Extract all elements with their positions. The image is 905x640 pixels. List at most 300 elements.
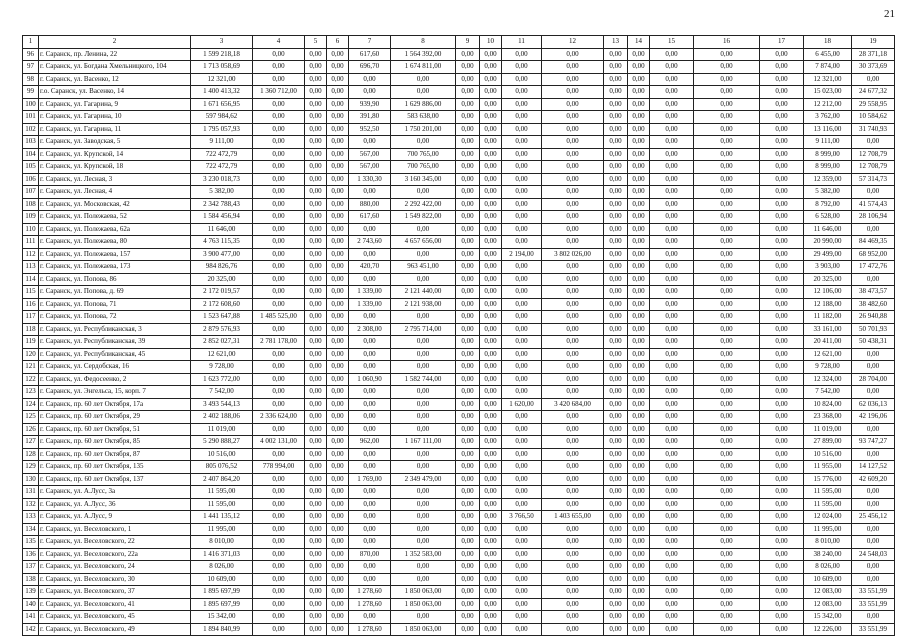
value-cell: 0,00 (327, 511, 349, 524)
value-cell: 0,00 (650, 86, 694, 99)
value-cell: 0,00 (628, 548, 650, 561)
value-cell: 0,00 (502, 586, 542, 599)
value-cell: 0,00 (502, 236, 542, 249)
value-cell: 0,00 (502, 198, 542, 211)
value-cell: 0,00 (502, 48, 542, 61)
value-cell: 0,00 (327, 248, 349, 261)
value-cell: 3 160 345,00 (391, 173, 456, 186)
value-cell: 0,00 (628, 186, 650, 199)
address-cell: г. Саранск, пр. 60 лет Октября, 29 (39, 411, 191, 424)
value-cell: 0,00 (327, 386, 349, 399)
value-cell: 0,00 (253, 73, 305, 86)
value-cell: 0,00 (650, 361, 694, 374)
value-cell: 1 582 744,00 (391, 373, 456, 386)
value-cell: 12 359,00 (804, 173, 852, 186)
row-number-cell: 104 (23, 148, 39, 161)
value-cell: 0,00 (480, 223, 502, 236)
value-cell: 0,00 (253, 573, 305, 586)
value-cell: 23 368,00 (804, 411, 852, 424)
value-cell: 0,00 (628, 73, 650, 86)
value-cell: 0,00 (305, 48, 327, 61)
table-row (23, 411, 895, 424)
value-cell: 0,00 (480, 586, 502, 599)
value-cell: 0,00 (604, 223, 628, 236)
value-cell: 12 321,00 (191, 73, 253, 86)
value-cell: 805 076,52 (191, 461, 253, 474)
value-cell: 0,00 (391, 561, 456, 574)
value-cell: 0,00 (604, 398, 628, 411)
value-cell: 26 940,88 (852, 311, 895, 324)
value-cell: 0,00 (760, 473, 804, 486)
value-cell: 0,00 (327, 611, 349, 624)
value-cell: 0,00 (542, 448, 604, 461)
value-cell: 4 657 656,00 (391, 236, 456, 249)
value-cell: 0,00 (502, 598, 542, 611)
value-cell: 0,00 (456, 361, 480, 374)
value-cell: 10 824,00 (804, 398, 852, 411)
value-cell: 0,00 (327, 436, 349, 449)
table-row (23, 286, 895, 299)
value-cell: 1 278,60 (349, 623, 391, 636)
value-cell: 0,00 (305, 161, 327, 174)
row-number-cell: 115 (23, 286, 39, 299)
table-row (23, 223, 895, 236)
value-cell: 0,00 (628, 123, 650, 136)
value-cell: 0,00 (694, 273, 760, 286)
value-cell: 0,00 (542, 48, 604, 61)
value-cell: 0,00 (542, 336, 604, 349)
table-row (23, 473, 895, 486)
value-cell: 0,00 (604, 373, 628, 386)
value-cell: 0,00 (502, 361, 542, 374)
value-cell: 0,00 (694, 611, 760, 624)
value-cell: 0,00 (604, 611, 628, 624)
value-cell: 0,00 (694, 336, 760, 349)
value-cell: 0,00 (456, 148, 480, 161)
value-cell: 0,00 (650, 236, 694, 249)
value-cell: 0,00 (650, 211, 694, 224)
value-cell: 0,00 (628, 323, 650, 336)
value-cell: 700 765,00 (391, 161, 456, 174)
value-cell: 0,00 (502, 623, 542, 636)
value-cell: 0,00 (542, 148, 604, 161)
value-cell: 0,00 (852, 536, 895, 549)
address-cell: г. Саранск, пр. 60 лет Октября, 135 (39, 461, 191, 474)
value-cell: 0,00 (349, 573, 391, 586)
value-cell: 0,00 (650, 536, 694, 549)
address-cell: г. Саранск, ул. Республиканская, 45 (39, 348, 191, 361)
value-cell: 0,00 (628, 161, 650, 174)
address-cell: г. Саранск, ул. Попова, д. 69 (39, 286, 191, 299)
value-cell: 17 472,76 (852, 261, 895, 274)
table-row (23, 311, 895, 324)
value-cell: 0,00 (305, 311, 327, 324)
value-cell: 2 781 178,00 (253, 336, 305, 349)
value-cell: 12 083,00 (804, 598, 852, 611)
value-cell: 0,00 (456, 373, 480, 386)
value-cell: 870,00 (349, 548, 391, 561)
value-cell: 1 894 840,99 (191, 623, 253, 636)
value-cell: 0,00 (349, 398, 391, 411)
value-cell: 0,00 (480, 411, 502, 424)
value-cell: 0,00 (542, 386, 604, 399)
value-cell: 0,00 (542, 573, 604, 586)
table-row (23, 173, 895, 186)
value-cell: 13 116,00 (804, 123, 852, 136)
value-cell: 0,00 (327, 273, 349, 286)
address-cell: г. Саранск, пр. 60 лет Октября, 17а (39, 398, 191, 411)
value-cell: 0,00 (391, 398, 456, 411)
value-cell: 28 106,94 (852, 211, 895, 224)
value-cell: 0,00 (542, 111, 604, 124)
value-cell: 0,00 (480, 323, 502, 336)
value-cell: 0,00 (480, 86, 502, 99)
header-cell: 12 (542, 36, 604, 49)
value-cell: 0,00 (456, 611, 480, 624)
value-cell: 0,00 (253, 286, 305, 299)
value-cell: 8 010,00 (191, 536, 253, 549)
value-cell: 0,00 (480, 373, 502, 386)
value-cell: 0,00 (253, 323, 305, 336)
value-cell: 0,00 (628, 473, 650, 486)
row-number-cell: 136 (23, 548, 39, 561)
value-cell: 0,00 (760, 573, 804, 586)
value-cell: 0,00 (480, 623, 502, 636)
value-cell: 10 516,00 (804, 448, 852, 461)
table-row (23, 548, 895, 561)
value-cell: 5 290 888,27 (191, 436, 253, 449)
value-cell: 0,00 (694, 373, 760, 386)
value-cell: 0,00 (694, 286, 760, 299)
value-cell: 0,00 (391, 411, 456, 424)
value-cell: 0,00 (391, 611, 456, 624)
address-cell: г. Саранск, ул. Попова, 71 (39, 298, 191, 311)
table-row (23, 361, 895, 374)
value-cell: 3 762,00 (804, 111, 852, 124)
row-number-cell: 123 (23, 386, 39, 399)
value-cell: 0,00 (650, 611, 694, 624)
value-cell: 0,00 (694, 398, 760, 411)
address-cell: г. Саранск, ул. Веселовского, 1 (39, 523, 191, 536)
value-cell: 38 482,60 (852, 298, 895, 311)
value-cell: 880,00 (349, 198, 391, 211)
value-cell: 0,00 (628, 86, 650, 99)
row-number-cell: 110 (23, 223, 39, 236)
value-cell: 617,60 (349, 48, 391, 61)
value-cell: 30 373,69 (852, 61, 895, 74)
value-cell: 42 609,20 (852, 473, 895, 486)
value-cell: 1 564 392,00 (391, 48, 456, 61)
address-cell: г. Саранск, ул. Федосеенко, 2 (39, 373, 191, 386)
value-cell: 33 551,99 (852, 598, 895, 611)
value-cell: 0,00 (349, 386, 391, 399)
value-cell: 0,00 (852, 223, 895, 236)
value-cell: 0,00 (604, 73, 628, 86)
table-row (23, 461, 895, 474)
address-cell: г. Саранск, ул. Попова, 72 (39, 311, 191, 324)
value-cell: 0,00 (456, 523, 480, 536)
value-cell: 0,00 (650, 148, 694, 161)
value-cell: 0,00 (760, 86, 804, 99)
value-cell: 1 352 583,00 (391, 548, 456, 561)
address-cell: г. Саранск, ул. Гагарина, 9 (39, 98, 191, 111)
value-cell: 8 999,00 (804, 161, 852, 174)
value-cell: 0,00 (253, 611, 305, 624)
value-cell: 0,00 (253, 236, 305, 249)
value-cell: 0,00 (253, 198, 305, 211)
value-cell: 0,00 (760, 348, 804, 361)
value-cell: 0,00 (327, 111, 349, 124)
table-row (23, 398, 895, 411)
value-cell: 0,00 (694, 161, 760, 174)
value-cell: 0,00 (542, 86, 604, 99)
value-cell: 0,00 (628, 561, 650, 574)
address-cell: г. Саранск, пр. 60 лет Октября, 87 (39, 448, 191, 461)
header-cell: 11 (502, 36, 542, 49)
value-cell: 0,00 (628, 236, 650, 249)
table-row (23, 211, 895, 224)
value-cell: 1 360 712,00 (253, 86, 305, 99)
value-cell: 12 226,00 (804, 623, 852, 636)
value-cell: 0,00 (327, 586, 349, 599)
value-cell: 0,00 (349, 248, 391, 261)
table-row (23, 598, 895, 611)
value-cell: 0,00 (628, 536, 650, 549)
value-cell: 7 874,00 (804, 61, 852, 74)
value-cell: 0,00 (305, 198, 327, 211)
value-cell: 0,00 (502, 573, 542, 586)
value-cell: 0,00 (327, 348, 349, 361)
row-number-cell: 122 (23, 373, 39, 386)
value-cell: 1 403 655,00 (542, 511, 604, 524)
value-cell: 4 763 115,35 (191, 236, 253, 249)
row-number-cell: 120 (23, 348, 39, 361)
value-cell: 0,00 (502, 486, 542, 499)
value-cell: 0,00 (456, 48, 480, 61)
table-row (23, 486, 895, 499)
value-cell: 0,00 (305, 561, 327, 574)
value-cell: 0,00 (391, 386, 456, 399)
value-cell: 0,00 (327, 211, 349, 224)
value-cell: 0,00 (480, 61, 502, 74)
value-cell: 29 499,00 (804, 248, 852, 261)
value-cell: 0,00 (650, 248, 694, 261)
value-cell: 0,00 (650, 136, 694, 149)
value-cell: 0,00 (327, 398, 349, 411)
value-cell: 0,00 (694, 261, 760, 274)
value-cell: 0,00 (628, 373, 650, 386)
value-cell: 0,00 (542, 461, 604, 474)
value-cell: 10 516,00 (191, 448, 253, 461)
value-cell: 0,00 (502, 211, 542, 224)
value-cell: 0,00 (760, 248, 804, 261)
header-cell: 9 (456, 36, 480, 49)
value-cell: 0,00 (650, 73, 694, 86)
value-cell: 0,00 (305, 236, 327, 249)
value-cell: 617,60 (349, 211, 391, 224)
value-cell: 0,00 (502, 148, 542, 161)
value-cell: 0,00 (456, 311, 480, 324)
table-row (23, 536, 895, 549)
address-cell: г. Саранск, пр. Ленина, 22 (39, 48, 191, 61)
value-cell: 12 321,00 (804, 73, 852, 86)
value-cell: 1 167 111,00 (391, 436, 456, 449)
value-cell: 0,00 (760, 173, 804, 186)
table-row (23, 523, 895, 536)
value-cell: 0,00 (542, 423, 604, 436)
value-cell: 0,00 (456, 211, 480, 224)
value-cell: 0,00 (694, 386, 760, 399)
page-number: 21 (884, 8, 895, 20)
value-cell: 0,00 (456, 498, 480, 511)
value-cell: 0,00 (327, 298, 349, 311)
value-cell: 1 750 201,00 (391, 123, 456, 136)
value-cell: 9 728,00 (191, 361, 253, 374)
value-cell: 0,00 (650, 123, 694, 136)
value-cell: 0,00 (694, 223, 760, 236)
address-cell: г. Саранск, ул. Республиканская, 39 (39, 336, 191, 349)
table-row (23, 511, 895, 524)
value-cell: 0,00 (305, 336, 327, 349)
value-cell: 0,00 (305, 473, 327, 486)
value-cell: 0,00 (327, 598, 349, 611)
value-cell: 0,00 (253, 486, 305, 499)
value-cell: 0,00 (694, 523, 760, 536)
value-cell: 0,00 (760, 611, 804, 624)
row-number-cell: 109 (23, 211, 39, 224)
value-cell: 0,00 (694, 598, 760, 611)
value-cell: 583 638,00 (391, 111, 456, 124)
value-cell: 0,00 (391, 361, 456, 374)
value-cell: 0,00 (760, 511, 804, 524)
value-cell: 50 701,93 (852, 323, 895, 336)
value-cell: 27 899,00 (804, 436, 852, 449)
value-cell: 0,00 (694, 586, 760, 599)
value-cell: 0,00 (852, 561, 895, 574)
value-cell: 0,00 (456, 298, 480, 311)
value-cell: 0,00 (327, 411, 349, 424)
value-cell: 0,00 (628, 148, 650, 161)
value-cell: 1 278,60 (349, 598, 391, 611)
value-cell: 0,00 (604, 248, 628, 261)
value-cell: 0,00 (253, 98, 305, 111)
value-cell: 0,00 (604, 86, 628, 99)
value-cell: 0,00 (349, 498, 391, 511)
table-row (23, 373, 895, 386)
value-cell: 0,00 (604, 198, 628, 211)
value-cell: 29 558,95 (852, 98, 895, 111)
value-cell: 0,00 (253, 498, 305, 511)
value-cell: 10 584,62 (852, 111, 895, 124)
value-cell: 0,00 (604, 111, 628, 124)
value-cell: 0,00 (305, 548, 327, 561)
table-row (23, 73, 895, 86)
value-cell: 9 728,00 (804, 361, 852, 374)
value-cell: 0,00 (604, 473, 628, 486)
value-cell: 0,00 (628, 498, 650, 511)
value-cell: 0,00 (628, 61, 650, 74)
value-cell: 1 485 525,00 (253, 311, 305, 324)
value-cell: 0,00 (502, 461, 542, 474)
value-cell: 8 026,00 (191, 561, 253, 574)
value-cell: 0,00 (542, 273, 604, 286)
value-cell: 0,00 (456, 136, 480, 149)
value-cell: 0,00 (305, 323, 327, 336)
value-cell: 33 551,99 (852, 623, 895, 636)
value-cell: 0,00 (694, 486, 760, 499)
value-cell: 0,00 (650, 373, 694, 386)
table-row (23, 323, 895, 336)
value-cell: 0,00 (650, 311, 694, 324)
row-number-cell: 102 (23, 123, 39, 136)
value-cell: 11 646,00 (191, 223, 253, 236)
value-cell: 0,00 (391, 223, 456, 236)
value-cell: 0,00 (542, 73, 604, 86)
value-cell: 0,00 (349, 86, 391, 99)
value-cell: 0,00 (480, 361, 502, 374)
value-cell: 0,00 (305, 623, 327, 636)
value-cell: 0,00 (456, 323, 480, 336)
value-cell: 0,00 (305, 436, 327, 449)
header-cell: 14 (628, 36, 650, 49)
value-cell: 0,00 (650, 511, 694, 524)
address-cell: г. Саранск, ул. А.Лусс, 36 (39, 498, 191, 511)
value-cell: 0,00 (650, 486, 694, 499)
value-cell: 0,00 (628, 223, 650, 236)
value-cell: 0,00 (760, 286, 804, 299)
value-cell: 0,00 (604, 598, 628, 611)
value-cell: 0,00 (305, 73, 327, 86)
value-cell: 3 420 684,00 (542, 398, 604, 411)
value-cell: 0,00 (327, 123, 349, 136)
value-cell: 0,00 (502, 561, 542, 574)
value-cell: 0,00 (480, 448, 502, 461)
header-cell: 1 (23, 36, 39, 49)
address-cell: г. Саранск, ул. Веселовского, 49 (39, 623, 191, 636)
value-cell: 0,00 (253, 536, 305, 549)
value-cell: 0,00 (628, 48, 650, 61)
value-cell: 0,00 (542, 261, 604, 274)
value-cell: 0,00 (480, 336, 502, 349)
value-cell: 0,00 (542, 536, 604, 549)
value-cell: 20 325,00 (804, 273, 852, 286)
value-cell: 0,00 (349, 311, 391, 324)
value-cell: 0,00 (852, 186, 895, 199)
value-cell: 0,00 (305, 361, 327, 374)
value-cell: 0,00 (480, 511, 502, 524)
value-cell: 0,00 (628, 361, 650, 374)
value-cell: 0,00 (760, 586, 804, 599)
value-cell: 0,00 (502, 61, 542, 74)
value-cell: 0,00 (650, 573, 694, 586)
value-cell: 0,00 (305, 211, 327, 224)
value-cell: 0,00 (391, 536, 456, 549)
value-cell: 0,00 (456, 336, 480, 349)
row-number-cell: 125 (23, 411, 39, 424)
value-cell: 20 990,00 (804, 236, 852, 249)
value-cell: 0,00 (694, 423, 760, 436)
value-cell: 1 620,00 (502, 398, 542, 411)
value-cell: 0,00 (305, 598, 327, 611)
value-cell: 939,90 (349, 98, 391, 111)
value-cell: 2 852 027,31 (191, 336, 253, 349)
table-row (23, 198, 895, 211)
value-cell: 0,00 (349, 561, 391, 574)
table-row (23, 123, 895, 136)
value-cell: 0,00 (391, 461, 456, 474)
value-cell: 0,00 (694, 498, 760, 511)
value-cell: 0,00 (305, 511, 327, 524)
